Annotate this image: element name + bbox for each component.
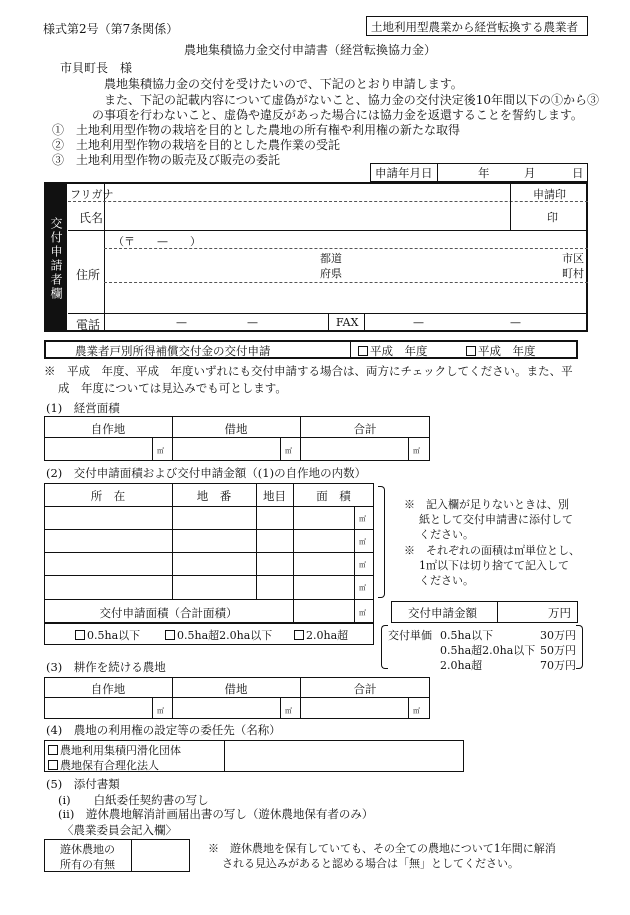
- sec3-header-total: 合計: [353, 682, 377, 696]
- section-3-title: (3) 耕作を続ける農地: [46, 660, 166, 674]
- phone-dash-2: —: [247, 316, 258, 329]
- pledge-1: ① 土地利用型作物の栽培を目的とした農地の所有権や利用権の新たな取得: [52, 123, 461, 137]
- rate-amount-3: 70万円: [540, 659, 576, 672]
- checkbox-icon[interactable]: [466, 346, 476, 356]
- phone-dash-1: —: [176, 316, 187, 329]
- size-option-1[interactable]: 0.5ha以下: [75, 627, 140, 643]
- sec2-header-location: 所 在: [90, 489, 126, 503]
- checkbox-icon[interactable]: [358, 346, 368, 356]
- checkbox-icon[interactable]: [165, 630, 175, 640]
- rate-range-2: 0.5ha超2.0ha以下: [440, 644, 536, 657]
- committee-label: 〈農業委員会記入欄〉: [62, 823, 177, 837]
- rate-amount-1: 30万円: [540, 629, 576, 642]
- address-label: 住所: [76, 268, 101, 282]
- section-4-title: (4) 農地の利用権の設定等の委任先（名称）: [46, 723, 281, 737]
- name-label: 氏名: [79, 211, 104, 225]
- sec1-header-lease: 借地: [224, 422, 248, 436]
- date-year-label: 年: [478, 166, 490, 180]
- fax-dash-2: —: [510, 316, 521, 329]
- rate-range-1: 0.5ha以下: [440, 629, 494, 642]
- subsidy-option-1[interactable]: 平成 年度: [358, 343, 428, 359]
- subsidy-label: 農業者戸別所得補償交付金の交付申請: [75, 344, 271, 358]
- pledge-3: ③ 土地利用型作物の販売及び販売の委託: [52, 153, 281, 167]
- entrust-option-2[interactable]: 農地保有合理化法人: [48, 757, 159, 773]
- page-title: 農地集積協力金交付申請書（経営転換協力金）: [184, 43, 437, 57]
- section-2-title: (2) 交付申請面積および交付申請金額（(1)の自作地の内数）: [46, 466, 367, 480]
- seal-label: 申請印: [533, 188, 566, 201]
- unit-label: ㎡: [157, 447, 164, 455]
- rate-range-3: 2.0ha超: [440, 659, 483, 672]
- date-month-label: 月: [524, 166, 536, 180]
- unit-label: ㎡: [285, 707, 292, 715]
- unit-label: ㎡: [157, 707, 164, 715]
- applicant-sidebar: 交付申請者欄: [44, 183, 67, 330]
- sec2-header-lot: 地 番: [196, 489, 232, 503]
- unit-label: ㎡: [413, 707, 420, 715]
- form-number: 様式第2号（第7条関係）: [43, 22, 179, 36]
- subsidy-option-2[interactable]: 平成 年度: [466, 343, 536, 359]
- attachment-2: (ii) 遊休農地解消計画届出書の写し（遊休農地保有者のみ）: [58, 807, 374, 821]
- sec1-header-total: 合計: [353, 422, 377, 436]
- city-label-2: 町村: [562, 267, 584, 280]
- fax-label: FAX: [336, 316, 359, 329]
- fax-dash-1: —: [413, 316, 424, 329]
- target-badge: 土地利用型農業から経営転換する農業者: [366, 16, 588, 36]
- note-1a: ※ 平成 年度、平成 年度いずれにも交付申請する場合は、両方にチェックしてください。また、平: [44, 364, 573, 378]
- entrust-option-1[interactable]: 農地利用集積円滑化団体: [48, 742, 181, 758]
- section-1-title: (1) 経営面積: [46, 401, 120, 415]
- intro-line-2: また、下記の記載内容について虚偽がないこと、協力金の交付決定後10年間以下の①から③: [104, 93, 600, 107]
- seal-mark: 印: [547, 211, 558, 224]
- intro-line-3: の事項を行わないこと、虚偽や違反があった場合には協力金を返還することを誓約します。: [92, 108, 583, 122]
- committee-note-2: される見込みがあると認める場合は「無」としてください。: [222, 857, 519, 870]
- checkbox-icon[interactable]: [48, 745, 58, 755]
- applicant-section: [44, 182, 588, 332]
- intro-line-1: 農地集積協力金の交付を受けたいので、下記のとおり申請します。: [104, 77, 463, 91]
- prefecture-label-2: 府県: [320, 267, 342, 280]
- sec2-note-2: ※ それぞれの面積は㎡単位とし、 1㎡以下は切り捨てて記入して ください。: [404, 544, 580, 587]
- unit-label: ㎡: [359, 538, 366, 546]
- date-day-label: 日: [572, 166, 584, 180]
- rate-amount-2: 50万円: [540, 644, 576, 657]
- pledge-2: ② 土地利用型作物の栽培を目的とした農作業の受託: [52, 138, 341, 152]
- committee-box-label-1: 遊休農地の: [60, 843, 115, 856]
- prefecture-label-1: 都道: [320, 252, 342, 265]
- unit-label: ㎡: [359, 515, 366, 523]
- unit-label: ㎡: [285, 447, 292, 455]
- unit-label: ㎡: [359, 584, 366, 592]
- addressee: 市貝町長 様: [60, 61, 133, 75]
- amount-unit: 万円: [548, 606, 571, 620]
- size-option-3[interactable]: 2.0ha超: [294, 627, 348, 643]
- sec2-total-label: 交付申請面積（合計面積）: [99, 606, 238, 620]
- rate-label: 交付単価: [388, 629, 432, 642]
- unit-label: ㎡: [359, 561, 366, 569]
- size-option-2[interactable]: 0.5ha超2.0ha以下: [165, 627, 272, 643]
- section-5-title: (5) 添付書類: [46, 777, 120, 791]
- checkbox-icon[interactable]: [294, 630, 304, 640]
- city-label-1: 市区: [562, 252, 584, 265]
- sec2-header-category: 地目: [263, 489, 286, 503]
- section-2-table: [44, 483, 374, 623]
- sec3-header-lease: 借地: [224, 682, 248, 696]
- unit-label: ㎡: [413, 447, 420, 455]
- attachment-1: (i) 白紙委任契約書の写し: [58, 793, 209, 807]
- phone-label: 電話: [76, 318, 101, 332]
- postal-code: （〒 — ）: [113, 235, 201, 248]
- checkbox-icon[interactable]: [48, 760, 58, 770]
- checkbox-icon[interactable]: [75, 630, 85, 640]
- note-1b: 成 年度については見込みでも可とします。: [58, 381, 287, 395]
- sec1-header-own: 自作地: [90, 422, 126, 436]
- unit-label: ㎡: [359, 609, 366, 617]
- committee-note-1: ※ 遊休農地を保有していても、その全ての農地について1年間に解消: [208, 842, 556, 855]
- amount-label: 交付申請金額: [408, 606, 477, 620]
- sec3-header-own: 自作地: [90, 682, 126, 696]
- furigana-label: フリガナ: [70, 188, 114, 201]
- committee-box-label-2: 所有の有無: [60, 858, 115, 871]
- sec2-header-area: 面 積: [316, 489, 351, 503]
- date-label: 申請年月日: [375, 166, 433, 180]
- sec2-note-1: ※ 記入欄が足りないときは、別 紙として交付申請書に添付して ください。: [404, 498, 573, 541]
